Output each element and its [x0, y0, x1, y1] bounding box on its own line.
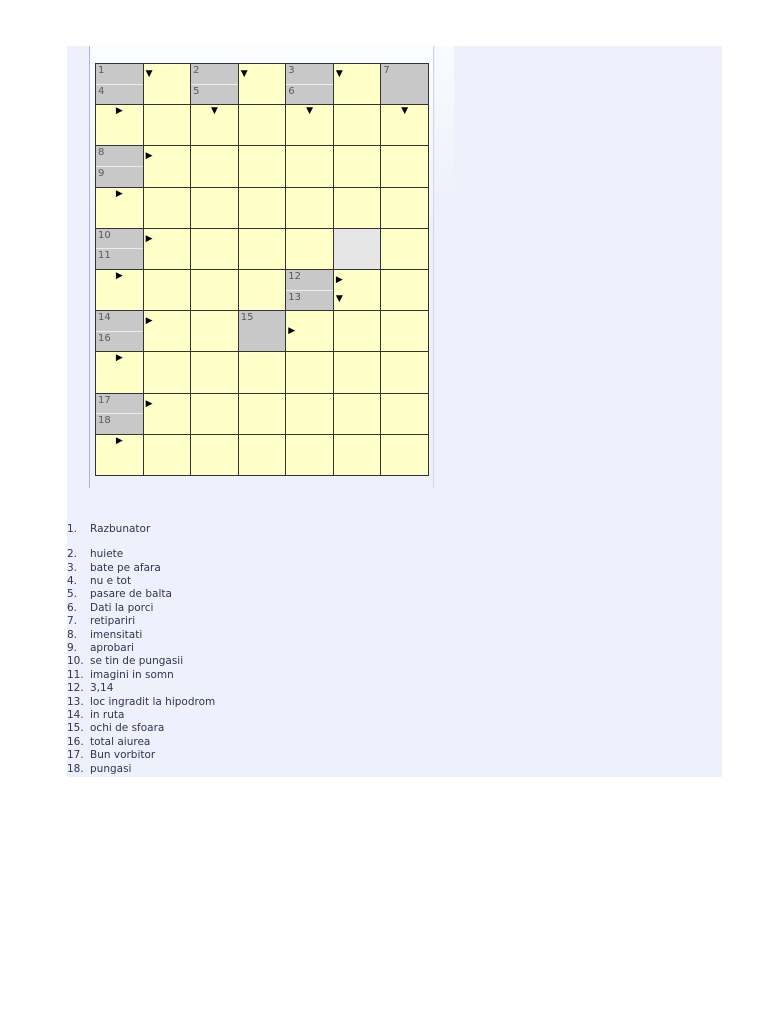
clue-number: 1: [98, 65, 105, 76]
answer-cell[interactable]: [144, 64, 191, 104]
answer-cell[interactable]: [239, 146, 286, 186]
answer-cell[interactable]: [286, 188, 333, 228]
arrow-right-icon: ▶: [115, 106, 123, 117]
clue-item-text: in ruta: [90, 708, 125, 721]
clue-cell-split: [96, 146, 143, 186]
answer-cell[interactable]: [144, 311, 191, 351]
clue-number: 17: [98, 394, 111, 406]
clue-number: 5: [191, 84, 238, 105]
answer-cell[interactable]: [334, 311, 381, 351]
answer-cell[interactable]: [334, 270, 381, 310]
answer-cell[interactable]: [96, 270, 143, 310]
answer-cell[interactable]: [144, 146, 191, 186]
arrow-right-icon: ▶: [115, 271, 123, 281]
clue-cell-split: [96, 229, 143, 269]
clue-item: [67, 588, 667, 601]
arrow-down-icon: ▼: [401, 106, 409, 117]
clue-list: [67, 523, 667, 776]
clue-number: 13: [286, 290, 333, 311]
clue-number: 9: [96, 166, 143, 187]
clue-cell-split: [286, 270, 333, 310]
clue-cell: [239, 311, 286, 351]
clue-cell-split: [96, 311, 143, 351]
answer-cell[interactable]: [144, 188, 191, 228]
clue-item-text: loc ingradit la hipodrom: [90, 695, 216, 708]
clue-cell-split: [96, 394, 143, 434]
clue-cell-split: [96, 64, 143, 104]
clue-number: 12: [288, 271, 302, 282]
clue-item-number: 14.: [67, 708, 84, 721]
answer-cell[interactable]: [286, 229, 333, 269]
clue-item-text: total aiurea: [90, 735, 151, 748]
clue-item-text: Bun vorbitor: [90, 749, 156, 762]
clue-item-number: 2.: [67, 548, 78, 561]
clue-item-number: 17.: [67, 749, 84, 762]
answer-cell[interactable]: [191, 188, 238, 228]
arrow-down-icon: ▼: [210, 106, 218, 117]
clue-item-number: 4.: [67, 575, 78, 588]
arrow-right-icon: ▶: [115, 188, 123, 199]
clue-item: [67, 615, 667, 628]
arrow-right-icon: ▶: [145, 398, 153, 409]
clue-item: [67, 696, 667, 709]
frame-glow: [435, 46, 454, 196]
answer-cell[interactable]: [144, 435, 191, 475]
answer-cell[interactable]: [191, 229, 238, 269]
arrow-down-icon: ▼: [306, 106, 314, 117]
answer-cell[interactable]: [381, 188, 428, 228]
clue-item-number: 10.: [67, 655, 84, 668]
arrow-down-icon: ▼: [145, 69, 153, 79]
clue-item-text: huiete: [90, 548, 124, 561]
answer-cell[interactable]: [191, 435, 238, 475]
clue-item-number: 8.: [67, 628, 78, 641]
answer-cell[interactable]: [286, 105, 333, 145]
answer-cell[interactable]: [191, 270, 238, 310]
clue-item-text: nu e tot: [90, 575, 132, 588]
answer-cell[interactable]: [96, 352, 143, 392]
answer-cell[interactable]: [191, 394, 238, 434]
answer-cell[interactable]: [334, 105, 381, 145]
answer-cell[interactable]: [334, 352, 381, 392]
answer-cell[interactable]: [144, 352, 191, 392]
answer-cell[interactable]: [381, 229, 428, 269]
answer-cell[interactable]: [381, 311, 428, 351]
clue-item-text: imagini in somn: [90, 668, 174, 681]
answer-cell[interactable]: [96, 105, 143, 145]
clue-item-number: 1.: [67, 523, 78, 535]
answer-cell[interactable]: [334, 435, 381, 475]
clue-item-text: pasare de balta: [90, 588, 172, 601]
clue-item-text: imensitati: [90, 628, 143, 641]
arrow-right-icon: ▶: [115, 435, 123, 446]
answer-cell[interactable]: [239, 270, 286, 310]
clue-item-number: 3.: [67, 561, 78, 574]
answer-cell[interactable]: [239, 435, 286, 475]
clue-cell-split: [286, 64, 333, 104]
answer-cell[interactable]: [334, 188, 381, 228]
clue-item-number: 15.: [67, 722, 84, 735]
answer-cell[interactable]: [191, 146, 238, 186]
clue-item-number: 9.: [67, 642, 78, 655]
answer-cell[interactable]: [334, 394, 381, 434]
clue-number: 8: [98, 147, 105, 159]
answer-cell[interactable]: [239, 229, 286, 269]
clue-number: 18: [96, 413, 143, 434]
clue-item: [67, 669, 667, 682]
clue-number: 10: [98, 229, 111, 241]
clue-number: 6: [286, 84, 333, 105]
answer-cell[interactable]: [381, 435, 428, 475]
arrow-right-icon: ▶: [145, 233, 153, 244]
answer-cell[interactable]: [286, 435, 333, 475]
answer-cell[interactable]: [96, 435, 143, 475]
answer-cell[interactable]: [239, 105, 286, 145]
clue-item-text: aprobari: [90, 642, 134, 655]
clue-number: 11: [96, 248, 143, 269]
clue-item: [67, 749, 667, 762]
answer-cell[interactable]: [191, 311, 238, 351]
clue-item: [67, 523, 667, 536]
blank-cell: [334, 229, 381, 269]
clue-number: 3: [288, 65, 295, 76]
clue-item-text: Razbunator: [90, 523, 151, 535]
clue-item-text: ochi de sfoara: [90, 722, 165, 735]
arrow-right-icon: ▶: [115, 353, 123, 364]
arrow-right-icon: ▶: [145, 151, 153, 162]
answer-cell[interactable]: [286, 352, 333, 392]
clue-item: [67, 602, 667, 615]
clue-number: 2: [193, 65, 200, 76]
clue-item: [67, 575, 667, 588]
arrow-right-icon: ▶: [288, 326, 296, 337]
clue-cell-split: [191, 64, 238, 104]
clue-number: 14: [98, 312, 111, 324]
answer-cell[interactable]: [334, 64, 381, 104]
clue-item: [67, 763, 667, 776]
answer-cell[interactable]: [286, 146, 333, 186]
answer-cell[interactable]: [286, 311, 333, 351]
clue-item-number: 18.: [67, 762, 84, 775]
answer-cell[interactable]: [239, 188, 286, 228]
answer-cell[interactable]: [191, 105, 238, 145]
clue-number: 16: [96, 331, 143, 352]
clue-item: [67, 709, 667, 722]
clue-cell: [381, 64, 428, 104]
answer-cell[interactable]: [144, 270, 191, 310]
clue-item-number: 12.: [67, 682, 84, 695]
clue-item-text: bate pe afara: [90, 561, 161, 574]
clue-item: [67, 562, 667, 575]
answer-cell[interactable]: [96, 188, 143, 228]
answer-cell[interactable]: [381, 146, 428, 186]
clue-number: 15: [240, 312, 254, 324]
clue-item-number: 5.: [67, 588, 78, 601]
clue-item: [67, 655, 667, 668]
clue-item: [67, 722, 667, 735]
clue-item-text: pungasi: [90, 762, 132, 775]
answer-cell[interactable]: [286, 394, 333, 434]
answer-cell[interactable]: [144, 394, 191, 434]
clue-item-text: retipariri: [90, 615, 136, 628]
answer-cell[interactable]: [239, 394, 286, 434]
clue-item-text: Dati la porci: [90, 601, 154, 614]
arrow-down-icon: ▼: [335, 294, 343, 304]
answer-cell[interactable]: [381, 352, 428, 392]
clue-number: 4: [96, 84, 143, 105]
clue-item-number: 16.: [67, 735, 84, 748]
clue-item-number: 13.: [67, 695, 84, 708]
arrow-right-icon: ▶: [335, 275, 343, 285]
answer-cell[interactable]: [144, 229, 191, 269]
answer-cell[interactable]: [381, 394, 428, 434]
clue-item: [67, 629, 667, 642]
clue-item: [67, 682, 667, 695]
answer-cell[interactable]: [381, 105, 428, 145]
answer-cell[interactable]: [239, 352, 286, 392]
clue-item: [67, 736, 667, 749]
answer-cell[interactable]: [191, 352, 238, 392]
arrow-down-icon: ▼: [240, 69, 248, 79]
answer-cell[interactable]: [334, 146, 381, 186]
answer-cell[interactable]: [381, 270, 428, 310]
arrow-down-icon: ▼: [335, 69, 343, 79]
clue-item-text: 3,14: [90, 682, 114, 695]
crossword-grid: [95, 63, 429, 476]
clue-item-number: 6.: [67, 601, 78, 614]
clue-item: [67, 548, 667, 561]
clue-item: [67, 642, 667, 655]
answer-cell[interactable]: [144, 105, 191, 145]
clue-item-text: se tin de pungasii: [90, 655, 184, 668]
arrow-right-icon: ▶: [145, 316, 153, 327]
clue-item-number: 11.: [67, 668, 84, 681]
clue-item-number: 7.: [67, 615, 78, 628]
answer-cell[interactable]: [239, 64, 286, 104]
clue-number: 7: [383, 65, 390, 76]
